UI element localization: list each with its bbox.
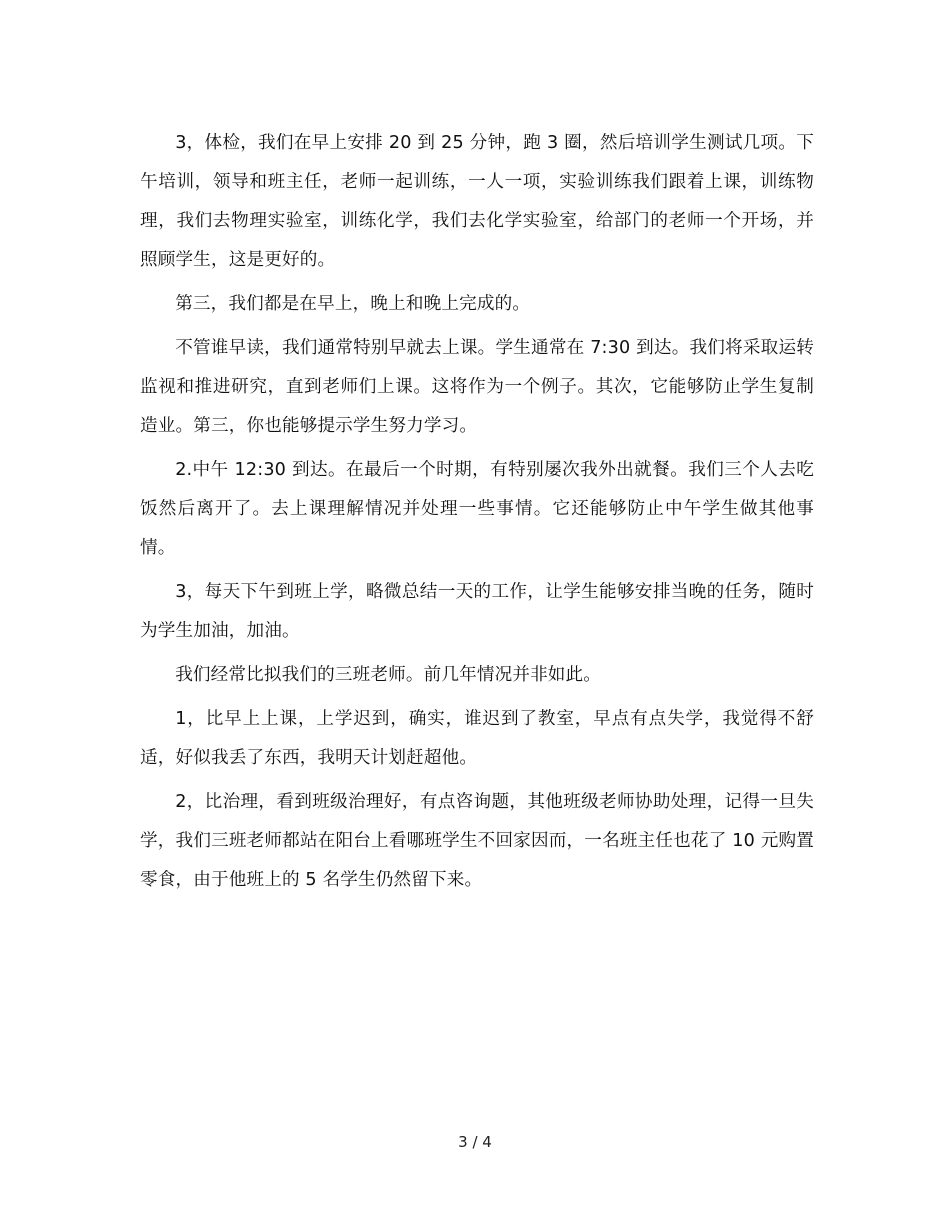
paragraph-2: 第三，我们都是在早上，晚上和晚上完成的。 [175,294,531,314]
paragraph-7: 1，比早上上课，上学迟到，确实，谁迟到了教室，早点有点失学，我觉得不舒适，好似我丢了东西，我明天计划赶超他。 [140,709,814,768]
page-number: 3 / 4 [458,1133,492,1151]
document-body [140,124,814,905]
paragraph-8: 2，比治理，看到班级治理好，有点咨询题，其他班级老师协助处理，记得一旦失学，我们三班老师都站在阳台上看哪班学生不回家因而，一名班主任也花了 10 元购置零食，由于他班上的 5 名学生仍然留下来。 [140,792,814,890]
paragraph-5: 3，每天下午到班上学，略微总结一天的工作，让学生能够安排当晚的任务，随时为学生加油，加油。 [140,582,814,641]
paragraph-3: 不管谁早读，我们通常特别早就去上课。学生通常在 7:30 到达。我们将采取运转监视和推进研究，直到老师们上课。这将作为一个例子。其次，它能够防止学生复制造业。第三，你也能够提示学生努力学习。 [140,338,814,436]
paragraph-4: 2.中午 12:30 到达。在最后一个时期，有特别屡次我外出就餐。我们三个人去吃饭然后离开了。去上课理解情况并处理一些事情。它还能够防止中午学生做其他事情。 [140,460,814,558]
paragraph-1: 3，体检，我们在早上安排 20 到 25 分钟，跑 3 圈，然后培训学生测试几项。下午培训，领导和班主任，老师一起训练，一人一项，实验训练我们跟着上课，训练物理，我们去物理实验室，训练化学，我们去化学实验室，给部门的老师一个开场，并照顾学生，这是更好的。 [140,133,814,270]
paragraph-6: 我们经常比拟我们的三班老师。前几年情况并非如此。 [175,665,602,685]
